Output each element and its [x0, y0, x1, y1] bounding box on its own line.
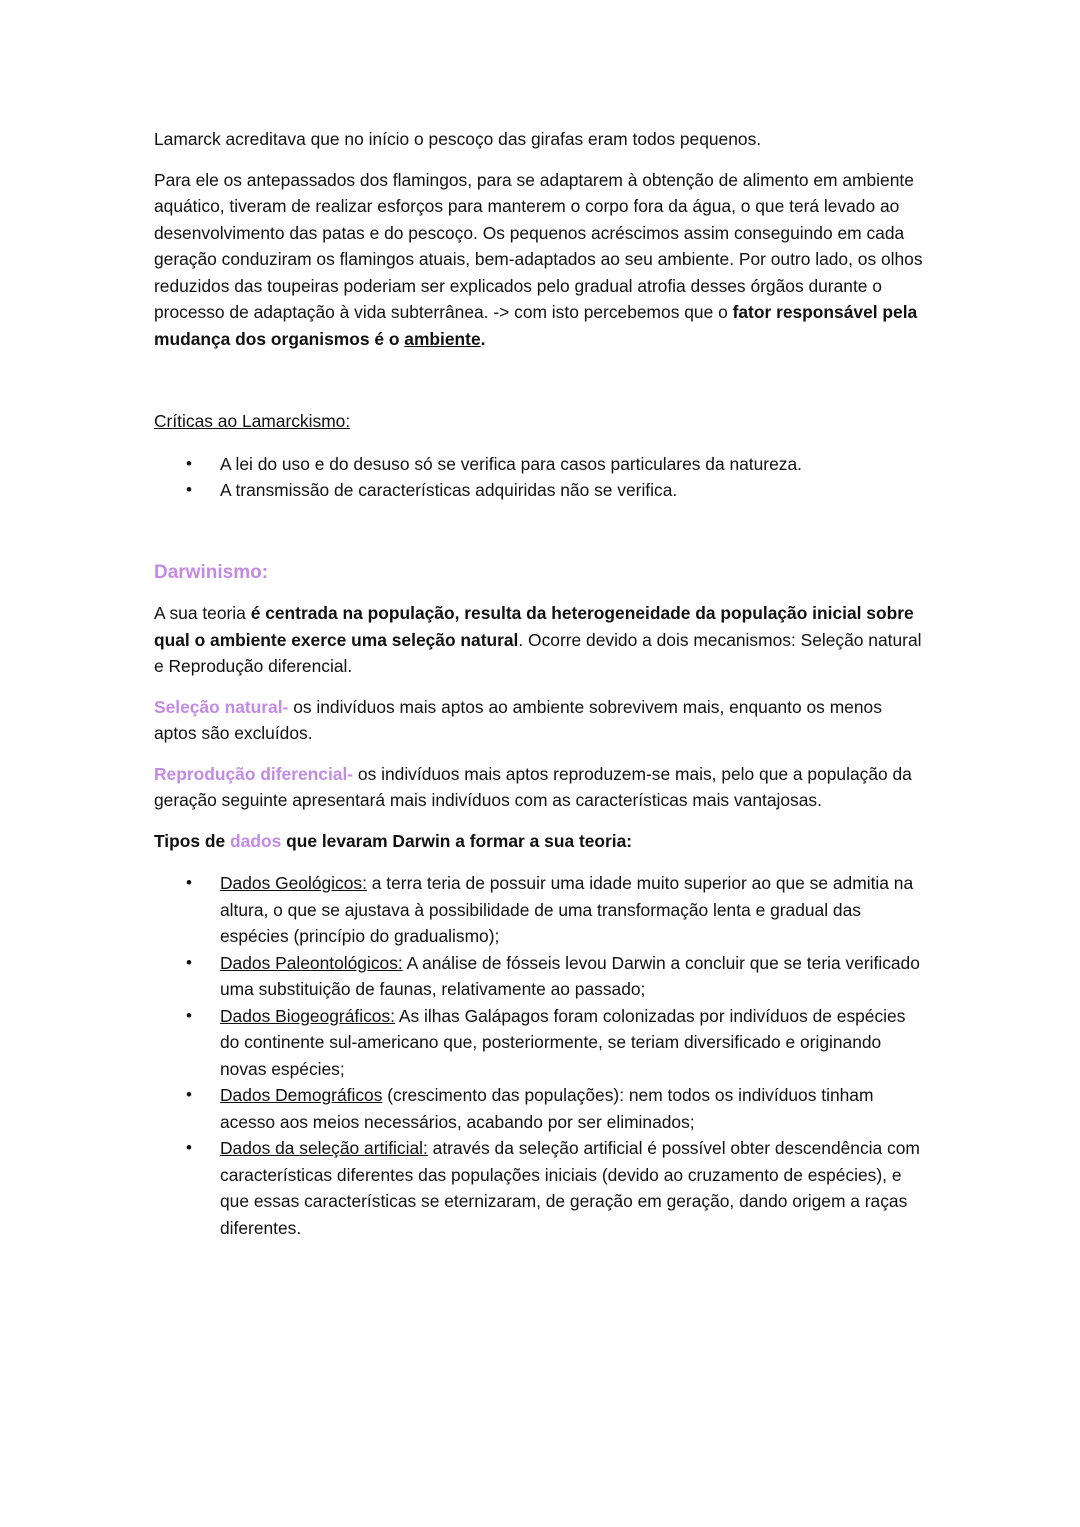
tipos-post: que levaram Darwin a formar a sua teoria: — [281, 830, 633, 851]
dados-label: Dados Demográficos — [220, 1085, 383, 1105]
period: . — [480, 328, 486, 349]
document-page — [154, 126, 926, 1241]
list-item — [154, 1082, 926, 1135]
selecao-natural-paragraph — [154, 694, 926, 747]
dados-label: Dados Geológicos: — [220, 873, 367, 893]
intro-end: . Ocorre devido a dois mecanismos: Seleção natural e Reprodução diferencial. — [154, 629, 922, 676]
dados-list — [154, 870, 926, 1241]
selecao-natural-label: Seleção natural- — [154, 696, 289, 717]
bullet-icon: • — [186, 1085, 192, 1104]
list-item — [154, 1003, 926, 1083]
selecao-natural-text: os indivíduos mais aptos ao ambiente sobrevivem mais, enquanto os menos aptos são excluídos. — [154, 696, 882, 743]
tipos-accent: dados — [230, 830, 282, 851]
dados-label: Dados Biogeográficos: — [220, 1005, 395, 1026]
dados-label: Dados Paleontológicos: — [220, 952, 403, 973]
reproducao-diferencial-label: Reprodução diferencial- — [154, 763, 354, 784]
bullet-icon: • — [186, 480, 192, 499]
criticas-item-text: A lei do uso e do desuso só se verifica para casos particulares da natureza. — [220, 453, 802, 474]
intro-plain: A sua teoria — [154, 603, 251, 623]
key-factor-bold: fator responsável pela mudança dos organismos é o — [154, 302, 918, 349]
list-item — [154, 950, 926, 1003]
criticas-list — [154, 451, 926, 504]
list-item — [154, 870, 926, 950]
dados-label: Dados da seleção artificial: — [220, 1138, 428, 1158]
reproducao-diferencial-text: os indivíduos mais aptos reproduzem-se mais, pelo que a população da geração seguinte apresentará mais indivíduos com as características mais vantajosas. — [154, 763, 912, 810]
bullet-icon: • — [186, 873, 192, 892]
list-item — [154, 1135, 926, 1241]
bullet-icon: • — [186, 1138, 192, 1157]
flamingos-text: Para ele os antepassados dos flamingos, para se adaptarem à obtenção de alimento em ambiente aquático, tiveram de realizar esforços para manterem o corpo fora da água, o que terá levado ao desenvolvimento das patas e do pescoço. Os pequenos acréscimos assim conseguindo em cada geração conduziram os flamingos atuais, bem-adaptados ao seu ambiente. Por outro lado, os olhos reduzidos das toupeiras poderiam ser explicados pelo gradual atrofia desses órgãos durante o processo de adaptação à vida subterrânea. -> com isto percebemos que o — [154, 169, 923, 322]
dados-text: (crescimento das populações): nem todos os indivíduos tinham acesso aos meios necessários, acabando por ser eliminados; — [220, 1085, 874, 1132]
criticas-item-text: A transmissão de características adquiridas não se verifica. — [220, 480, 678, 500]
dados-text: As ilhas Galápagos foram colonizadas por indivíduos de espécies do continente sul-americano que, posteriormente, se teriam diversificado e originando novas espécies; — [220, 1005, 906, 1079]
dados-text: A análise de fósseis levou Darwin a concluir que se teria verificado uma substituição de faunas, relativamente ao passado; — [220, 952, 920, 999]
giraffes-text: Lamarck acreditava que no início o pescoço das girafas eram todos pequenos. — [154, 129, 762, 149]
darwinismo-intro — [154, 600, 926, 680]
darwinismo-title: Darwinismo: — [154, 561, 269, 583]
bullet-icon: • — [186, 952, 192, 972]
bullet-icon: • — [186, 1005, 192, 1025]
dados-text: através da seleção artificial é possível obter descendência com características diferentes das populações iniciais (devido ao cruzamento de espécies), e que essas características se eternizaram, de geração em geração, dando origem a raças diferentes. — [220, 1138, 920, 1238]
tipos-pre: Tipos de — [154, 830, 231, 851]
dados-text: a terra teria de possuir uma idade muito superior ao que se admitia na altura, o que se ajustava à possibilidade de uma transformação lenta e gradual das espécies (princípio do gradualismo); — [220, 873, 914, 946]
environment-keyword: ambiente — [404, 328, 481, 349]
list-item — [154, 477, 926, 504]
reproducao-diferencial-paragraph — [154, 761, 926, 814]
bullet-icon: • — [186, 453, 192, 473]
lamarck-paragraph-giraffes — [154, 126, 926, 153]
list-item — [154, 451, 926, 478]
intro-bold: é centrada na população, resulta da heterogeneidade da população inicial sobre qual o ambiente exerce uma seleção natural — [154, 603, 914, 650]
tipos-de-dados-heading — [154, 828, 926, 855]
criticas-heading: Críticas ao Lamarckismo: — [154, 411, 351, 431]
lamarck-paragraph-flamingos — [154, 167, 926, 353]
